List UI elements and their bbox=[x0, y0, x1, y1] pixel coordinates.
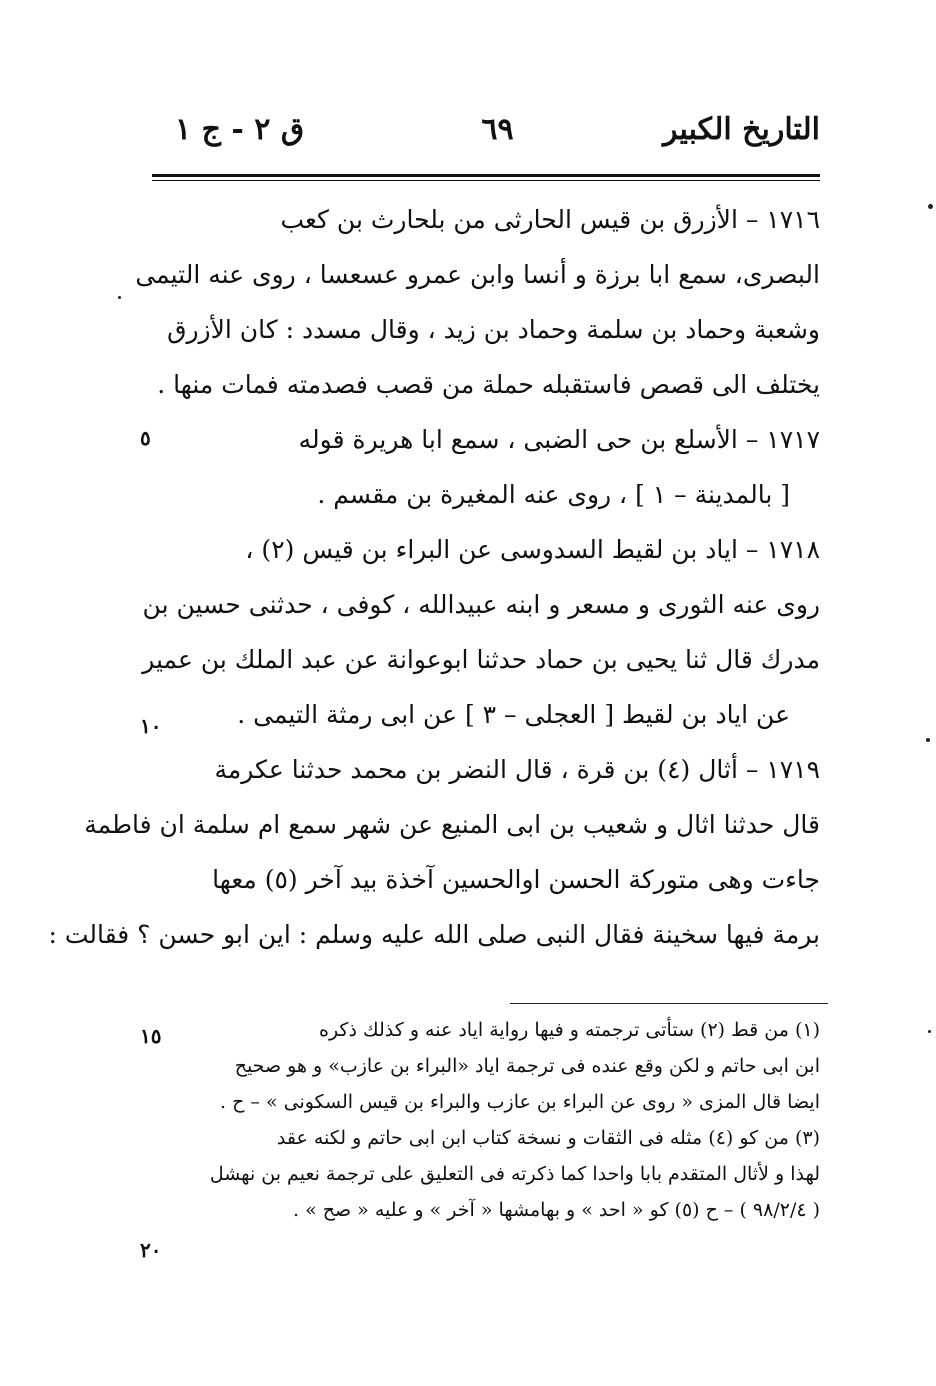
part-volume-label: ق ٢ - ج ١ bbox=[175, 112, 305, 147]
header-rule-thick bbox=[152, 174, 820, 177]
entry-1719-line-2: قال حدثنا اثال و شعيب بن ابى المنيع عن شهر سمع ام سلمة ان فاطمة bbox=[84, 810, 820, 839]
entry-1718-line-4: عن اياد بن لقيط [ العجلى – ٣ ] عن ابى رمثة التيمى . bbox=[237, 700, 790, 729]
page-number: ٦٩ bbox=[481, 112, 514, 147]
entry-1717-line-2: [ بالمدينة – ١ ] ، روى عنه المغيرة بن مقسم . bbox=[317, 480, 790, 509]
entry-1718-line-3: مدرك قال ثنا يحيى بن حماد حدثنا ابوعوانة عن عبد الملك بن عمير bbox=[142, 645, 820, 674]
scan-speck bbox=[118, 296, 121, 299]
header-rule-thin bbox=[152, 180, 820, 181]
footnotes bbox=[192, 1012, 820, 1228]
footnote-separator bbox=[510, 1003, 828, 1004]
footnote-line: (٣) من كو (٤) مثله فى الثقات و نسخة كتاب ابن ابى حاتم و لكنه عقد bbox=[276, 1127, 820, 1149]
entry-1717-line-1: ١٧١٧ – الأسلع بن حى الضبى ، سمع ابا هريرة قوله bbox=[298, 425, 820, 454]
scan-speck bbox=[928, 204, 933, 209]
footnote-line: ابن ابى حاتم و لكن وقع عنده فى ترجمة اياد «البراء بن عازب» و هو صحيح bbox=[234, 1055, 820, 1077]
margin-line-number-5: ٥ bbox=[140, 426, 151, 450]
scan-speck bbox=[928, 1030, 931, 1033]
entry-1719-line-3: جاءت وهى متوركة الحسن اوالحسين آخذة بيد آخر (٥) معها bbox=[212, 865, 820, 894]
footnote-line: (١) من قط (٢) ستأتى ترجمته و فيها رواية اياد عنه و كذلك ذكره bbox=[318, 1019, 820, 1041]
entry-1716-line-1: ١٧١٦ – الأزرق بن قيس الحارثى من بلحارث بن كعب bbox=[280, 205, 820, 234]
entry-1719-line-4: برمة فيها سخينة فقال النبى صلى الله عليه وسلم : اين ابو حسن ؟ فقالت : bbox=[48, 920, 820, 949]
margin-line-number-20: ٢٠ bbox=[140, 1238, 162, 1262]
entry-1716-line-2: البصرى، سمع ابا برزة و أنسا وابن عمرو عسعسا ، روى عنه التيمى bbox=[135, 260, 820, 289]
margin-line-number-15: ١٥ bbox=[140, 1024, 162, 1048]
footnote-line: ايضا قال المزى « روى عن البراء بن عازب والبراء بن قيس السكونى » – ح . bbox=[220, 1091, 820, 1113]
entry-1718-line-1: ١٧١٨ – اياد بن لقيط السدوسى عن البراء بن قيس (٢) ، bbox=[245, 535, 820, 564]
margin-line-number-10: ١٠ bbox=[140, 714, 162, 738]
entry-1719-line-1: ١٧١٩ – أثال (٤) بن قرة ، قال النضر بن محمد حدثنا عكرمة bbox=[214, 755, 820, 784]
entry-1718-line-2: روى عنه الثورى و مسعر و ابنه عبيدالله ، كوفى ، حدثنى حسين بن bbox=[142, 590, 820, 619]
scan-speck bbox=[926, 738, 930, 742]
entry-1716-line-4: يختلف الى قصص فاستقبله حملة من قصب فصدمته فمات منها . bbox=[157, 370, 820, 399]
entry-1716-line-3: وشعبة وحماد بن سلمة وحماد بن زيد ، وقال مسدد : كان الأزرق bbox=[167, 315, 820, 344]
footnote-line: ( ٩٨/٢/٤ ) – ح (٥) كو « احد » و بهامشها « آخر » و عليه « صح » . bbox=[292, 1199, 820, 1221]
running-header bbox=[175, 112, 820, 162]
book-title: التاريخ الكبير bbox=[662, 112, 820, 147]
footnote-line: لهذا و لأثال المتقدم بابا واحدا كما ذكرته فى التعليق على ترجمة نعيم بن نهشل bbox=[209, 1163, 820, 1185]
